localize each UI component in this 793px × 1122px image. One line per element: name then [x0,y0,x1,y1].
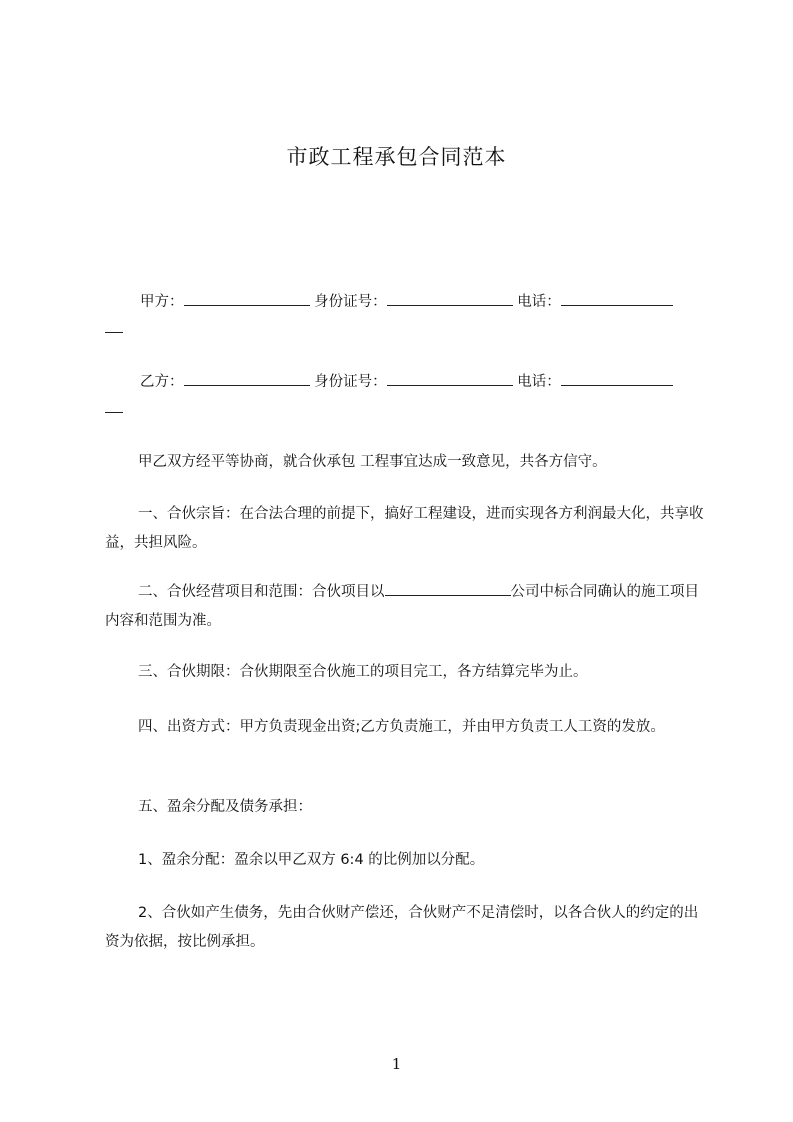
clause-3-term: 三、合伙期限：合伙期限至合伙施工的项目完工，各方结算完毕为止。 [138,664,588,680]
party-b-line [105,370,715,394]
party-a-phone-label: 电话： [517,294,561,310]
party-a-id-label: 身份证号： [314,294,387,310]
item-2-debt-liability: 2、合伙如产生债务，先由合伙财产偿还，合伙财产不足清偿时，以各合伙人的约定的出资为依据，按比例承担。 [105,905,699,950]
party-a-name-blank [184,291,310,306]
clause-1-purpose: 一、合伙宗旨：在合法合理的前提下，搞好工程建设，进而实现各方利润最大化，共享收益，共担风险。 [105,506,704,551]
party-b-name-blank [184,371,310,386]
party-b-phone-blank [561,371,673,386]
party-b-label: 乙方： [140,374,184,390]
document-title: 市政工程承包合同范本 [286,145,507,169]
company-name-blank [385,581,511,596]
page-number: 1 [391,1055,402,1073]
clause-5-heading: 五、盈余分配及债务承担： [138,799,312,815]
party-a-phone-blank-continued [105,332,123,333]
party-b-id-label: 身份证号： [314,374,387,390]
party-b-id-blank [387,371,513,386]
party-a-line [105,290,715,314]
party-b-phone-blank-continued [105,412,123,413]
intro-paragraph: 甲乙双方经平等协商，就合伙承包 工程事宜达成一致意见，共各方信守。 [138,454,607,470]
clause-2-text-before: 二、合伙经营项目和范围：合伙项目以 [138,584,385,600]
party-a-id-blank [387,291,513,306]
item-1-profit-distribution: 1、盈余分配：盈余以甲乙双方 6:4 的比例加以分配。 [138,852,485,868]
clause-4-contribution: 四、出资方式：甲方负责现金出资;乙方负责施工，并由甲方负责工人工资的发放。 [138,719,665,735]
clause-2-text-after: 公司中标合同确认的施工项目内容和范围为准。 [105,584,699,629]
party-b-phone-label: 电话： [517,374,561,390]
clause-2-scope [105,578,705,636]
party-a-phone-blank [561,291,673,306]
party-a-label: 甲方： [140,294,184,310]
